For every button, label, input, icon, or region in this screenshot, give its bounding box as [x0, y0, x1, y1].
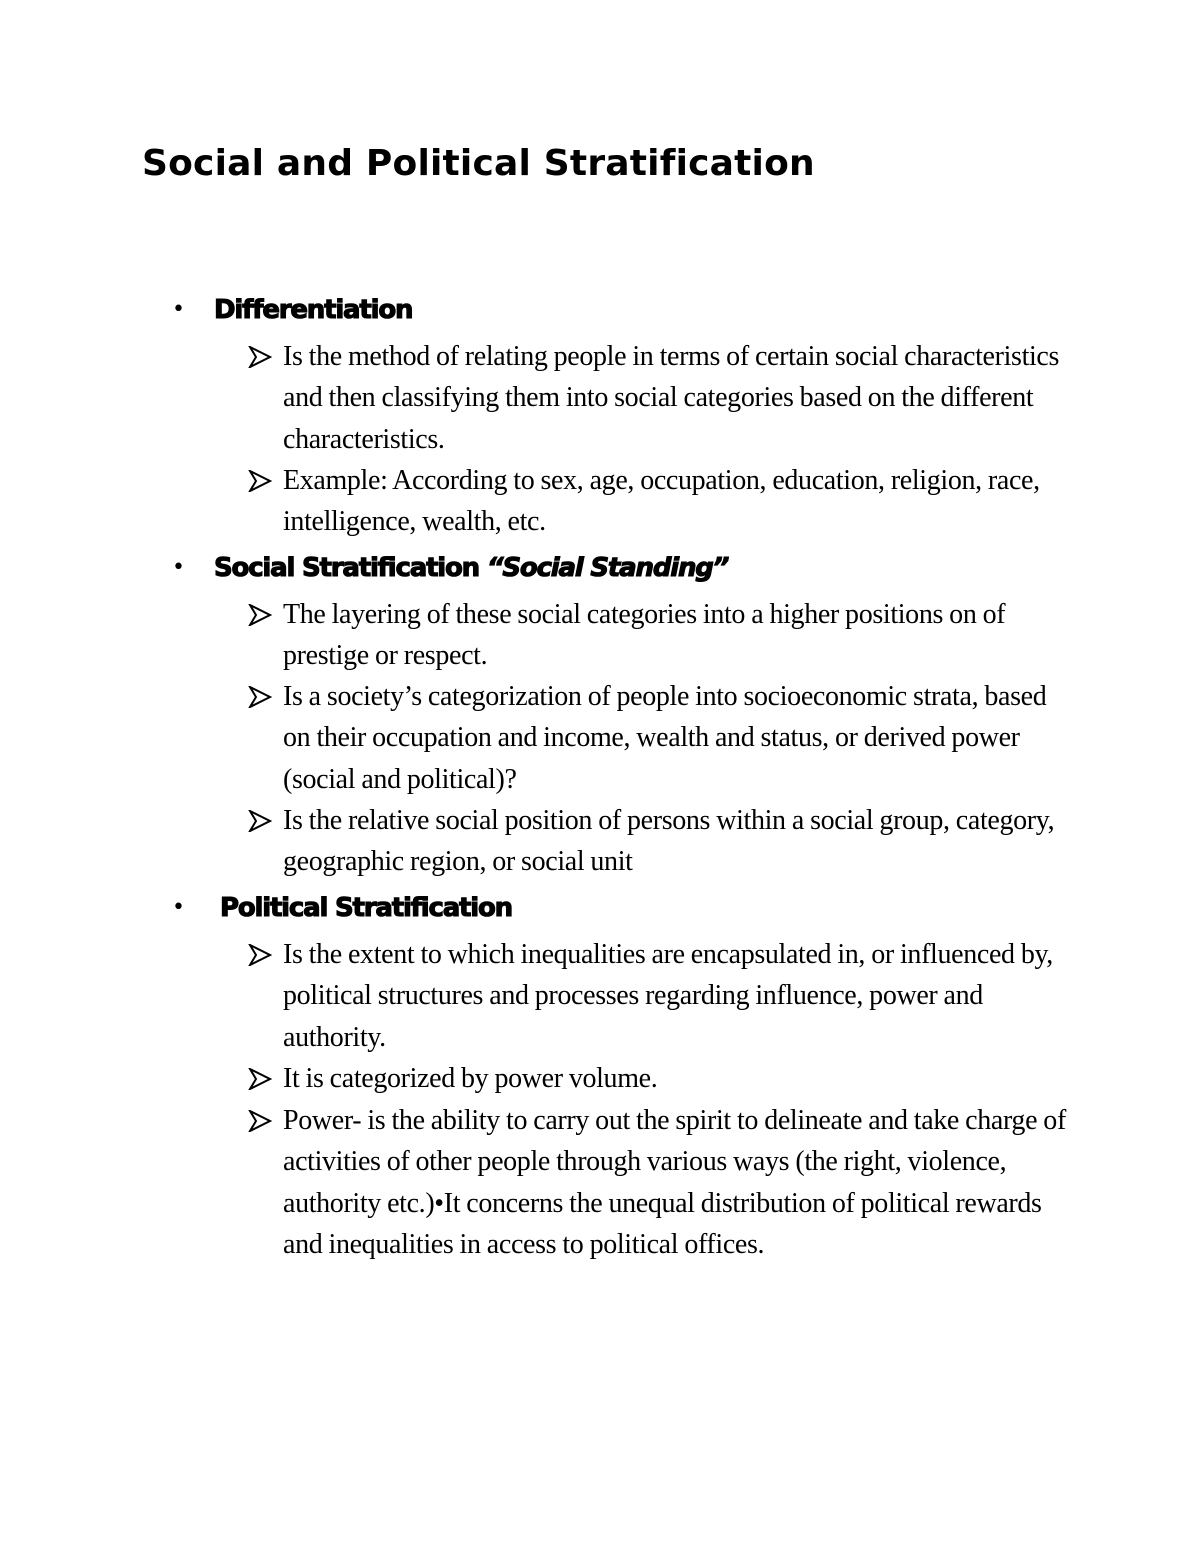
arrow-bullet-icon	[246, 460, 276, 501]
list-item	[246, 1058, 1076, 1099]
arrow-bullet-icon	[246, 800, 276, 841]
bullet-icon: •	[172, 895, 185, 920]
arrow-bullet-icon	[246, 934, 276, 975]
arrow-bullet-icon	[246, 336, 276, 377]
list-item-text: Is a society’s categorization of people into socioeconomic strata, based on their occupation and income, wealth and status, or derived power (social and political)?	[283, 681, 1047, 795]
list-item	[246, 676, 1076, 800]
arrow-bullet-icon	[246, 676, 276, 717]
list-item	[246, 460, 1076, 543]
list-item-text: Is the extent to which inequalities are encapsulated in, or influenced by, political structures and processes regarding influence, power and authority.	[283, 939, 1053, 1053]
list-item	[246, 1100, 1076, 1265]
list-item-text: The layering of these social categories into a higher positions on of prestige or respect.	[283, 599, 1006, 672]
list-item-text: Is the relative social position of persons within a social group, category, geographic region, or social unit	[283, 805, 1055, 878]
bullet-icon: •	[172, 555, 185, 580]
list-item	[246, 934, 1076, 1058]
list-item	[246, 594, 1076, 677]
list-item-text: Example: According to sex, age, occupation, education, religion, race, intelligence, wealth, etc.	[283, 465, 1040, 538]
arrow-bullet-icon	[246, 1100, 276, 1141]
list-item-text: Is the method of relating people in terms of certain social characteristics and then classifying them into social categories based on the different characteristics.	[283, 341, 1060, 455]
section-heading-text: Social Stratification “Social Standing”	[214, 553, 729, 583]
list-item	[246, 336, 1076, 460]
arrow-bullet-icon	[246, 1058, 276, 1099]
section-heading-text: Differentiation	[214, 295, 413, 325]
list-item	[246, 800, 1076, 883]
page-title: Social and Political Stratification	[142, 143, 815, 184]
list-item-text: It is categorized by power volume.	[283, 1063, 658, 1094]
bullet-icon: •	[172, 297, 185, 322]
list-item-text: Power- is the ability to carry out the spirit to delineate and take charge of activities of other people through various ways (the right, violence, authority etc.)•It concerns the unequal distribution of political rewards and inequalities in access to political offices.	[283, 1105, 1066, 1260]
arrow-bullet-icon	[246, 594, 276, 635]
section-heading-text: Political Stratification	[220, 893, 512, 923]
